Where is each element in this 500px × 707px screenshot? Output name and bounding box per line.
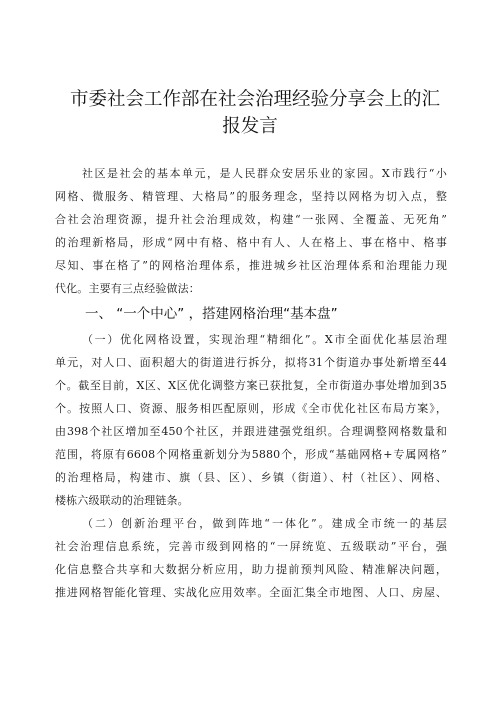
intro-line: 尽知、事在格了”的网格治理体系，推进城乡社区治理体系和治理能力现 (55, 259, 447, 272)
intro-line: 的治理新格局，形成“网中有格、格中有人、人在格上、事在格中、格事 (55, 236, 447, 249)
document-title (70, 86, 441, 140)
paragraph-line: 由398个社区增加至450个社区，并跟进建强党组织。合理调整网格数量和 (55, 425, 447, 438)
paragraph-line: 的治理格局，构建市、旗（县、区）、乡镇（街道）、村（社区）、网格、 (55, 471, 447, 484)
paragraph-2 (55, 512, 447, 604)
paragraph-1 (55, 328, 447, 512)
section-heading-1: 一、 “一个中心” ，搭建网格治理“基本盘” (85, 306, 338, 322)
paragraph-line: 化信息整合共享和大数据分析应用，助力提前预判风险、精准解决问题， (55, 563, 447, 576)
paragraph-line: 推进网格智能化管理、实战化应用效率。全面汇集全市地图、人口、房屋、 (55, 586, 447, 599)
paragraph-line: 单元，对人口、面积超大的街道进行拆分，拟将31个街道办事处新增至44 (55, 356, 447, 369)
intro-paragraph (55, 162, 447, 300)
intro-line: 社区是社会的基本单元，是人民群众安居乐业的家园。X市践行“小 (82, 167, 447, 180)
paragraph-line: （二）创新治理平台，做到阵地“一体化”。建成全市统一的基层 (82, 517, 447, 530)
title-line-1: 市委社会工作部在社会治理经验分享会上的汇 (70, 89, 441, 110)
paragraph-line: 范围，将原有6608个网格重新划分为5880个，形成“基础网格+专属网格” (55, 448, 447, 461)
paragraph-line: 个。按照人口、资源、服务相匹配原则，形成《全市优化社区布局方案》， (55, 402, 447, 415)
paragraph-line: 个。截至目前，X区、X区优化调整方案已获批复，全市街道办事处增加到35 (55, 379, 447, 392)
intro-line: 网格、微服务、精管理、大格局”的服务理念，坚持以网格为切入点，整 (55, 190, 447, 203)
document-body (55, 162, 447, 604)
paragraph-line: 社会治理信息系统，完善市级到网格的“一屏统览、五级联动”平台，强 (55, 540, 447, 553)
paragraph-line: （一）优化网格设置，实现治理“精细化”。X市全面优化基层治理 (82, 333, 447, 346)
title-line-2: 报发言 (222, 116, 278, 137)
intro-line: 合社会治理资源，提升社会治理成效，构建“一张网、全覆盖、无死角” (55, 213, 447, 226)
paragraph-line: 楼栋六级联动的治理链条。 (55, 494, 189, 507)
intro-line: 代化。主要有三点经验做法： (55, 282, 200, 295)
